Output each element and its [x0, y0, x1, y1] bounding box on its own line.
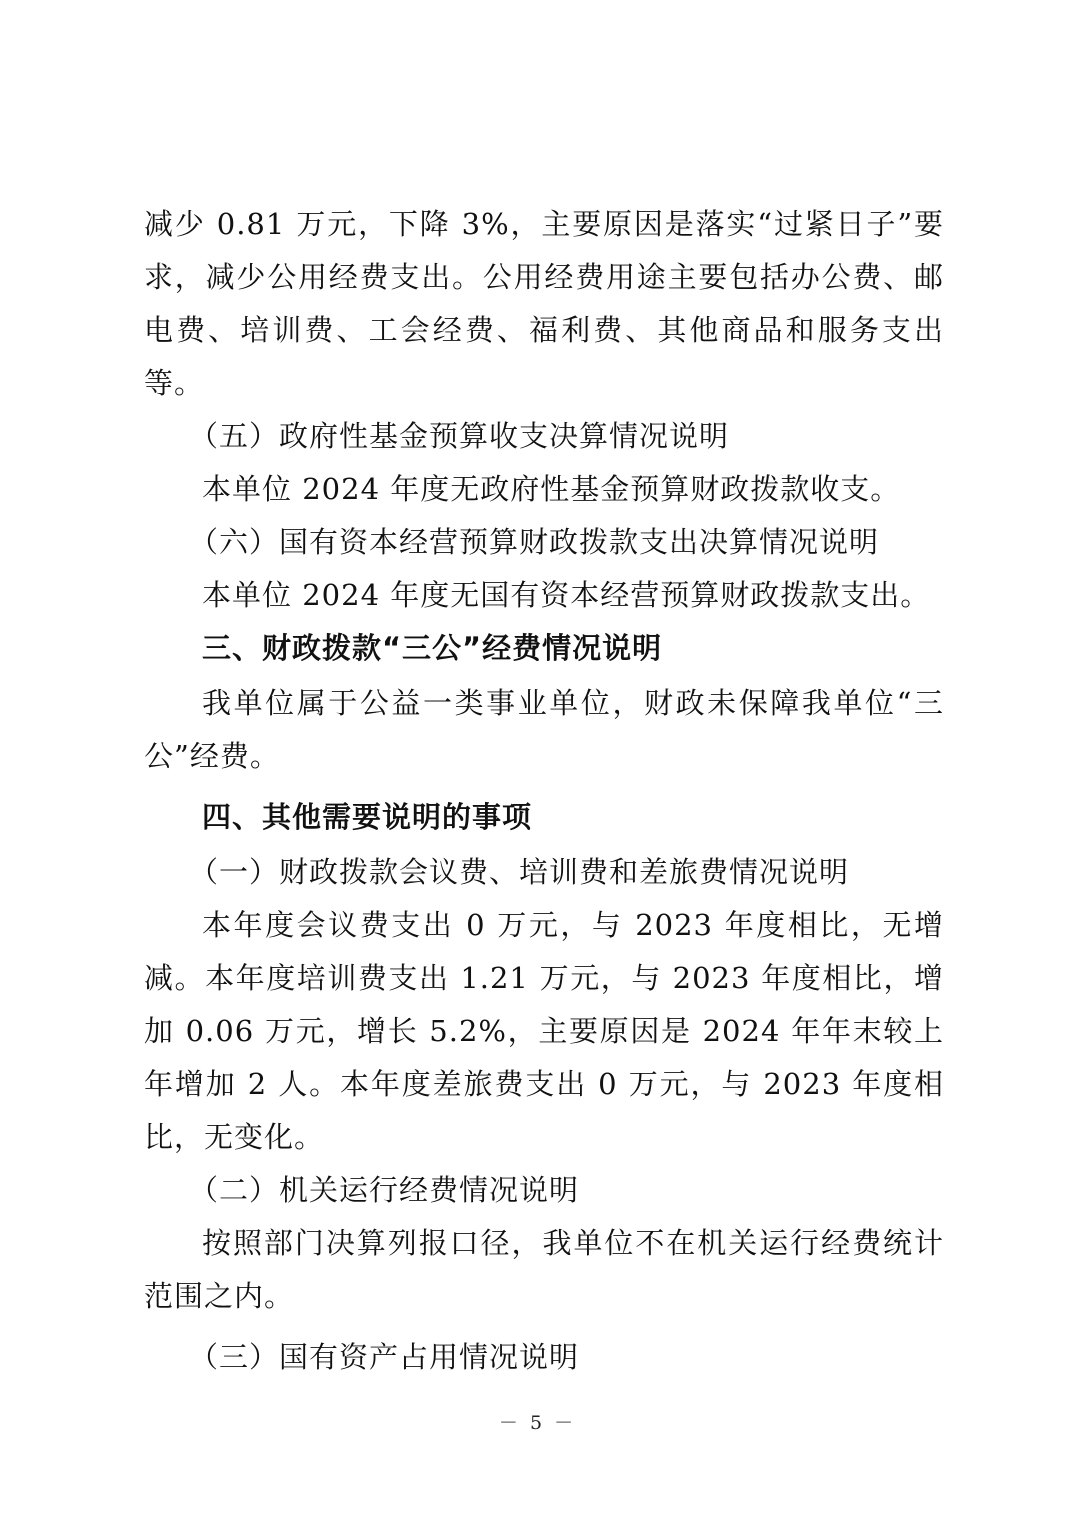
paragraph-state-capital-none: 本单位 2024 年度无国有资本经营预算财政拨款支出。 [202, 578, 931, 612]
paragraph-agency-operating-expenses: 按照部门决算列报口径，我单位不在机关运行经费统计范围之内。 [144, 1226, 944, 1313]
heading-state-capital-budget: （六）国有资本经营预算财政拨款支出决算情况说明 [188, 525, 879, 559]
paragraph-government-fund-none: 本单位 2024 年度无政府性基金预算财政拨款收支。 [202, 472, 901, 506]
paragraph-three-public-expenses: 我单位属于公益一类事业单位，财政未保障我单位“三公”经费。 [144, 686, 944, 773]
heading-government-fund-budget: （五）政府性基金预算收支决算情况说明 [188, 419, 729, 453]
section-heading-other-matters: 四、其他需要说明的事项 [202, 800, 533, 834]
paragraph-public-funds-decrease: 减少 0.81 万元，下降 3%，主要原因是落实“过紧日子”要求，减少公用经费支出。公用经费用途主要包括办公费、邮电费、培训费、工会经费、福利费、其他商品和服务支出等。 [144, 207, 944, 400]
paragraph-meeting-training-travel: 本年度会议费支出 0 万元，与 2023 年度相比，无增减。本年度培训费支出 1.21 万元，与 2023 年度相比，增加 0.06 万元，增长 5.2%，主要原因是 2024 年年末较上年增加 2 人。本年度差旅费支出 0 万元，与 2023 年度相比，无变化。 [144, 908, 944, 1154]
heading-state-assets-occupancy: （三）国有资产占用情况说明 [188, 1340, 579, 1374]
section-heading-three-public-expenses: 三、财政拨款“三公”经费情况说明 [202, 631, 663, 665]
heading-agency-operating-expenses: （二）机关运行经费情况说明 [188, 1173, 579, 1207]
document-body [144, 198, 944, 1384]
heading-meeting-training-travel: （一）财政拨款会议费、培训费和差旅费情况说明 [188, 855, 849, 889]
page-number: － 5 － [498, 1412, 577, 1434]
